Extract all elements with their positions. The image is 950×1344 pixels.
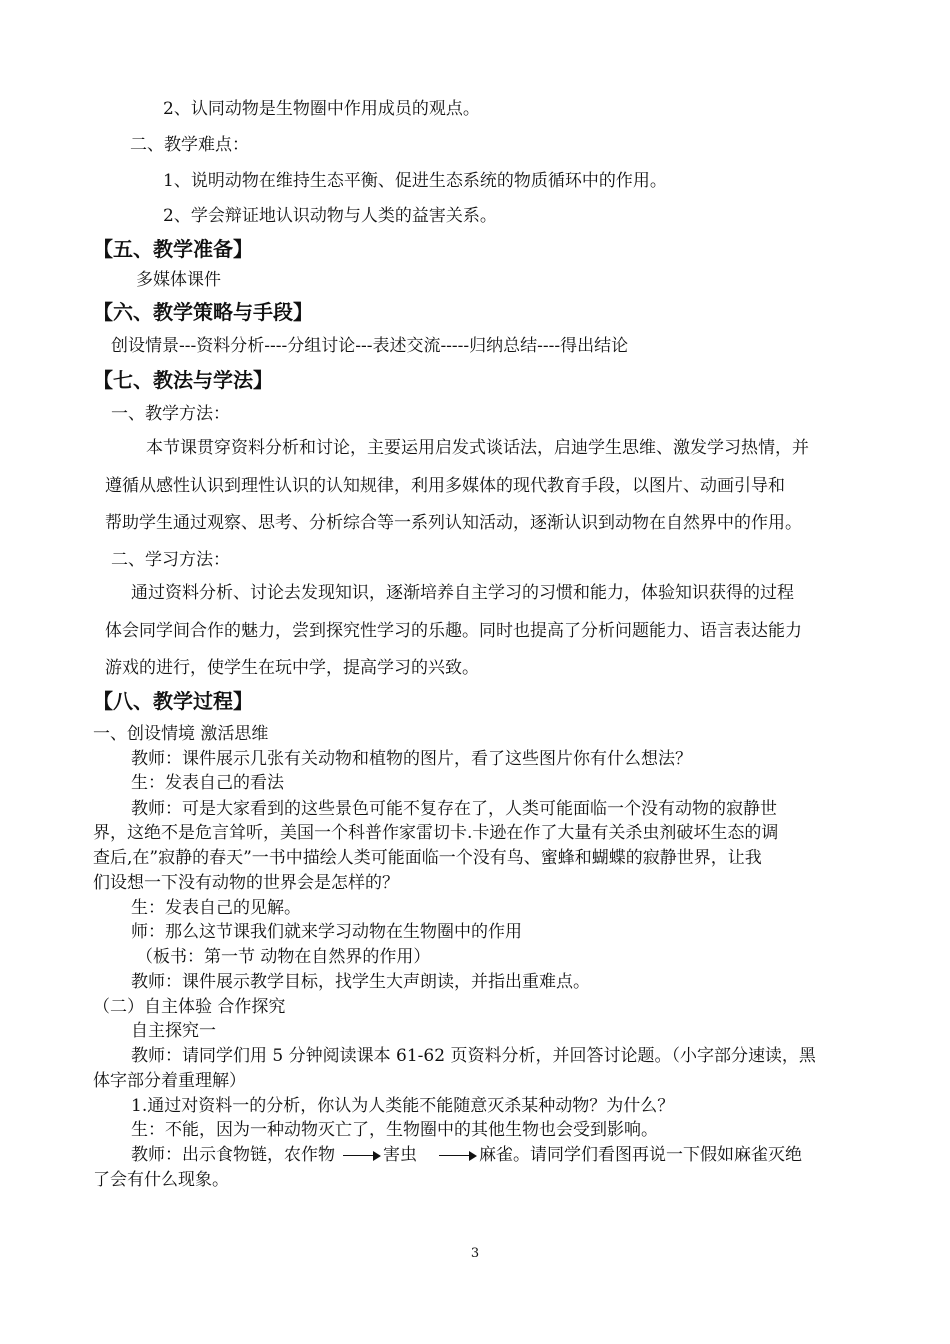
text-line: 师：那么这节课我们就来学习动物在生物圈中的作用 <box>131 922 522 942</box>
section-heading: 【五、教学准备】 <box>93 237 253 261</box>
page-number: 3 <box>470 1246 480 1261</box>
text-line: 体字部分着重理解） <box>93 1071 246 1091</box>
text-line: （板书：第一节 动物在自然界的作用） <box>136 947 431 967</box>
text-line: 生：发表自己的看法 <box>131 773 284 793</box>
text-line: 二、学习方法： <box>111 550 230 570</box>
food-chain-line <box>131 1144 802 1166</box>
text-line: 自主探究一 <box>131 1021 216 1041</box>
text-segment: 教师：出示食物链，农作物 <box>131 1145 335 1165</box>
text-line: 二、教学难点： <box>130 135 249 155</box>
text-line: 界，这绝不是危言耸听，美国一个科普作家雷切卡.卡逊在作了大量有关杀虫剂破坏生态的调 <box>93 823 779 843</box>
text-line: 教师：课件展示教学目标，找学生大声朗读，并指出重难点。 <box>131 972 590 992</box>
text-line: 遵循从感性认识到理性认识的认知规律，利用多媒体的现代教育手段，以图片、动画引导和 <box>105 476 785 496</box>
text-line: 教师：课件展示几张有关动物和植物的图片，看了这些图片你有什么想法？ <box>131 749 692 769</box>
text-line: 多媒体课件 <box>136 270 221 290</box>
text-line: 们设想一下没有动物的世界会是怎样的？ <box>93 873 399 893</box>
arrow-right-icon <box>439 1151 477 1161</box>
text-line: 教师：请同学们用 5 分钟阅读课本 61-62 页资料分析，并回答讨论题。（小字部分速读，黑 <box>131 1046 816 1066</box>
text-line: 通过资料分析、讨论去发现知识，逐渐培养自主学习的习惯和能力，体验知识获得的过程 <box>131 583 794 603</box>
section-heading: 【六、教学策略与手段】 <box>93 300 313 324</box>
section-heading: 【七、教法与学法】 <box>93 368 273 392</box>
text-line: 帮助学生通过观察、思考、分析综合等一系列认知活动，逐渐认识到动物在自然界中的作用。 <box>105 513 802 533</box>
text-line: 查后,在”寂静的春天”一书中描绘人类可能面临一个没有鸟、蜜蜂和蝴蝶的寂静世界，让我 <box>93 848 762 868</box>
text-line: 1、说明动物在维持生态平衡、促进生态系统的物质循环中的作用。 <box>163 171 667 191</box>
text-line: 创设情景---资料分析----分组讨论---表述交流-----归纳总结----得出结论 <box>111 336 629 356</box>
text-line: 2、学会辩证地认识动物与人类的益害关系。 <box>163 206 497 226</box>
text-line: 2、认同动物是生物圈中作用成员的观点。 <box>163 99 480 119</box>
text-segment: 麻雀。请同学们看图再说一下假如麻雀灭绝 <box>479 1145 802 1165</box>
section-heading: 【八、教学过程】 <box>93 689 253 713</box>
text-line: 本节课贯穿资料分析和讨论，主要运用启发式谈话法，启迪学生思维、激发学习热情，并 <box>146 438 809 458</box>
text-line: 1.通过对资料一的分析，你认为人类能不能随意灭杀某种动物？为什么？ <box>131 1096 675 1116</box>
text-segment: 害虫 <box>383 1145 417 1165</box>
text-line: 游戏的进行，使学生在玩中学，提高学习的兴致。 <box>105 658 479 678</box>
text-line: 生：发表自己的见解。 <box>131 898 301 918</box>
text-line: （二）自主体验 合作探究 <box>93 997 286 1017</box>
text-line: 教师：可是大家看到的这些景色可能不复存在了，人类可能面临一个没有动物的寂静世 <box>131 799 777 819</box>
text-line: 一、创设情境 激活思维 <box>93 724 269 744</box>
arrow-right-icon <box>343 1151 381 1161</box>
text-line: 一、教学方法： <box>111 404 230 424</box>
text-line: 了会有什么现象。 <box>93 1170 229 1190</box>
text-line: 体会同学间合作的魅力，尝到探究性学习的乐趣。同时也提高了分析问题能力、语言表达能力 <box>105 621 802 641</box>
text-line: 生：不能，因为一种动物灭亡了，生物圈中的其他生物也会受到影响。 <box>131 1120 658 1140</box>
